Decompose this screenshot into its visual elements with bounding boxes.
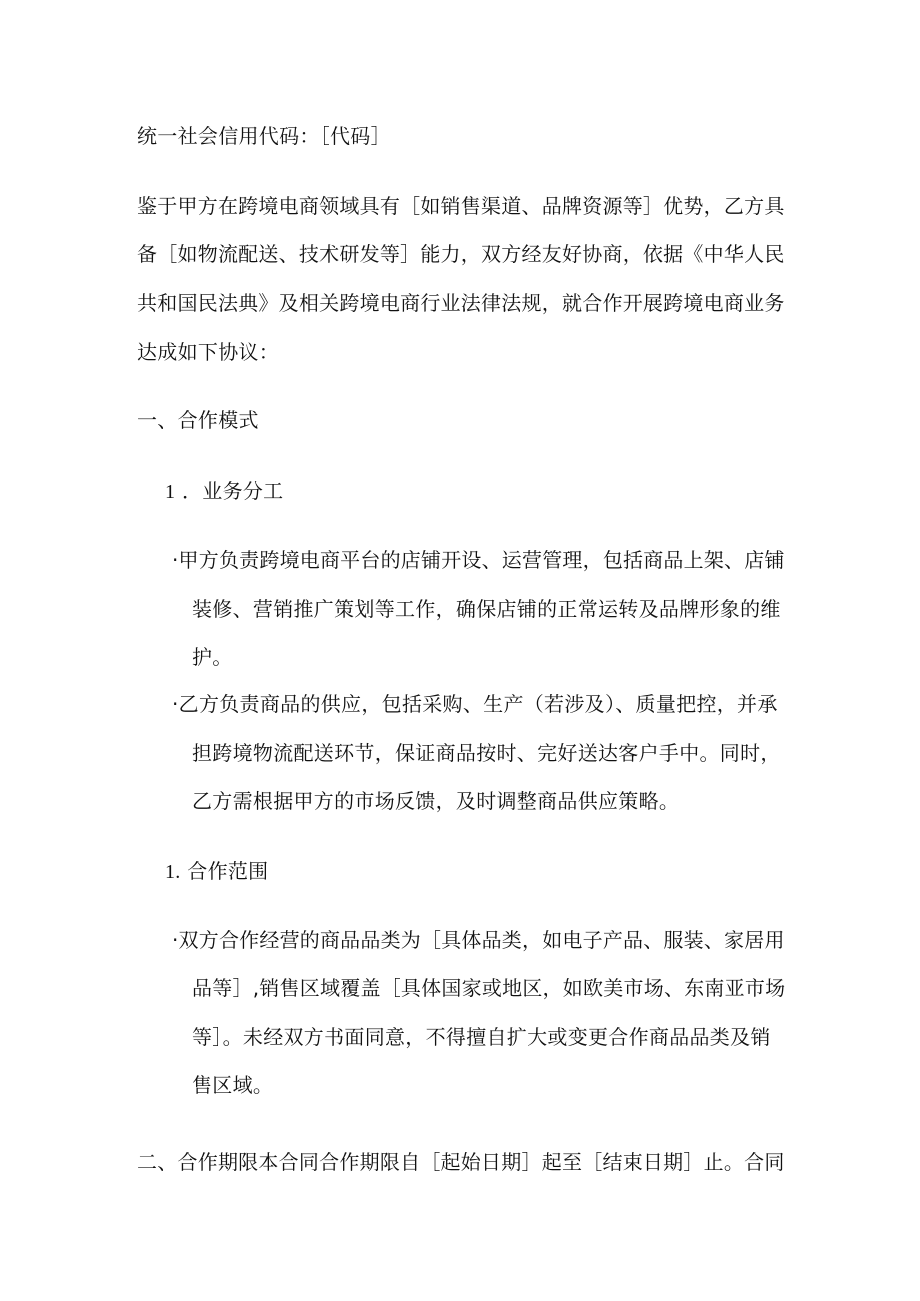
item1-number: 1 xyxy=(165,481,176,503)
bullet3-line-4: 售区域。 xyxy=(192,1073,274,1097)
bullet3-line-1: ·双方合作经营的商品品类为［具体品类，如电子产品、服装、家居用 xyxy=(172,928,785,952)
bullet2-line-3: 乙方需根据甲方的市场反馈，及时调整商品供应策略。 xyxy=(192,789,680,813)
intro-line-4: 达成如下协议： xyxy=(137,340,280,364)
section1-title: 一、合作模式 xyxy=(137,408,259,432)
item1-heading xyxy=(165,479,283,504)
item2-heading xyxy=(165,859,268,884)
section2-line: 二、合作期限本合同合作期限自［起始日期］起至［结束日期］止。合同 xyxy=(137,1150,785,1174)
bullet2-line-1: ·乙方负责商品的供应，包括采购、生产（若涉及）、质量把控，并承 xyxy=(172,692,778,716)
intro-line-2: 备［如物流配送、技术研发等］能力，双方经友好协商，依据《中华人民 xyxy=(137,242,785,266)
item2-title: 合作范围 xyxy=(187,859,269,883)
intro-line-3: 共和国民法典》及相关跨境电商行业法律法规，就合作开展跨境电商业务 xyxy=(137,291,785,315)
credit-code-line: 统一社会信用代码：［代码］ xyxy=(137,124,391,148)
bullet1-line-2: 装修、营销推广策划等工作，确保店铺的正常运转及品牌形象的维 xyxy=(192,597,781,621)
bullet3-line-3: 等］。未经双方书面同意，不得擅自扩大或变更合作商品品类及销 xyxy=(192,1025,771,1049)
bullet1-line-3: 护。 xyxy=(192,645,233,669)
item2-number: 1. xyxy=(165,861,181,883)
bullet1-line-1: ·甲方负责跨境电商平台的店铺开设、运营管理，包括商品上架、店铺 xyxy=(172,548,785,572)
item1-title: ．业务分工 xyxy=(181,479,284,503)
bullet3-line-2: 品等］,销售区域覆盖［具体国家或地区，如欧美市场、东南亚市场 xyxy=(192,976,786,1000)
bullet2-line-2: 担跨境物流配送环节，保证商品按时、完好送达客户手中。同时， xyxy=(192,741,781,765)
intro-line-1: 鉴于甲方在跨境电商领域具有［如销售渠道、品牌资源等］优势，乙方具 xyxy=(137,194,785,218)
